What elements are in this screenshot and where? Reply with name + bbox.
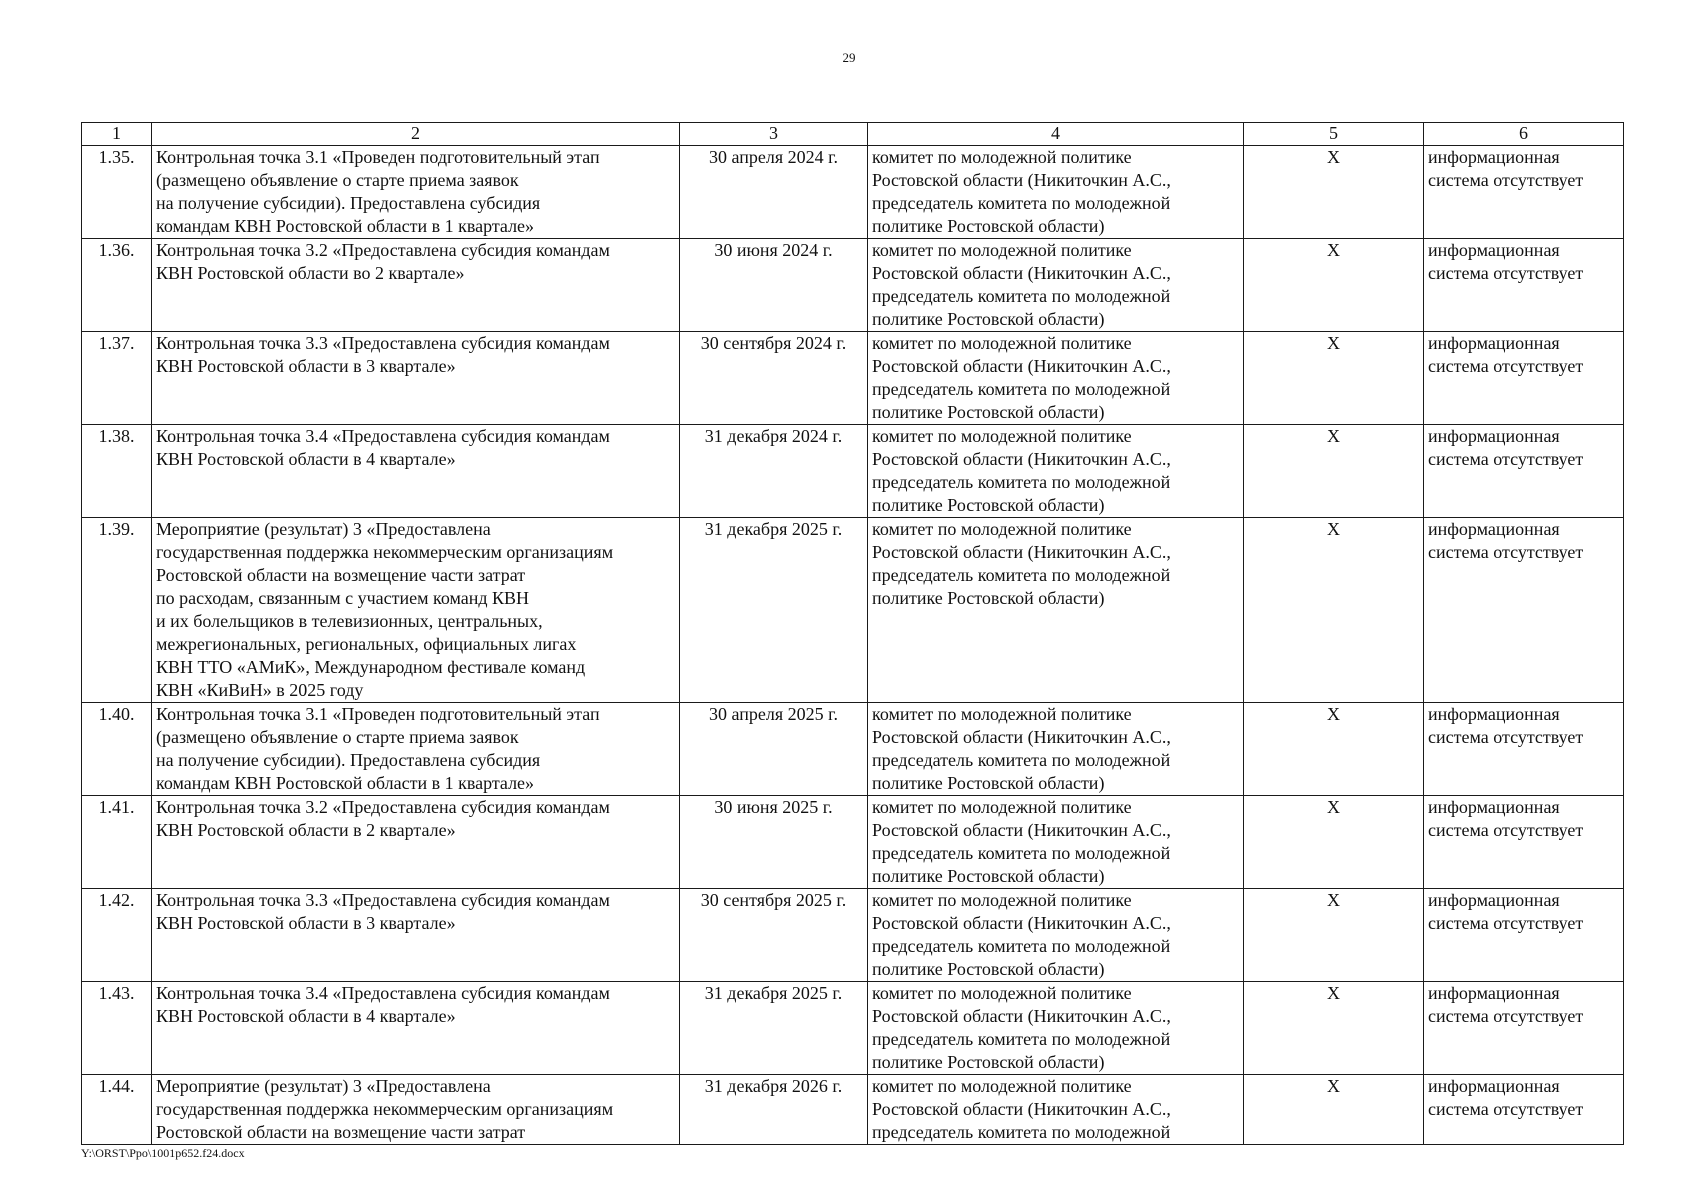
cell-row-number: 1.38. bbox=[82, 425, 152, 518]
cell-row-number: 1.39. bbox=[82, 518, 152, 703]
table-body bbox=[82, 146, 1624, 1145]
cell-deadline-date: 31 декабря 2026 г. bbox=[680, 1075, 868, 1145]
cell-responsible: комитет по молодежной политике Ростовской области (Никиточкин А.С., председатель комитета по молодежной политике Ростовской области) bbox=[868, 982, 1244, 1075]
cell-item-name: Контрольная точка 3.4 «Предоставлена субсидия командам КВН Ростовской области в 4 квартале» bbox=[152, 425, 680, 518]
cell-information-system: информационная система отсутствует bbox=[1424, 518, 1624, 703]
cell-document-type: X bbox=[1244, 889, 1424, 982]
table-row bbox=[82, 703, 1624, 796]
cell-information-system: информационная система отсутствует bbox=[1424, 1075, 1624, 1145]
cell-deadline-date: 31 декабря 2025 г. bbox=[680, 982, 868, 1075]
cell-information-system: информационная система отсутствует bbox=[1424, 796, 1624, 889]
schedule-table bbox=[81, 122, 1624, 1145]
cell-deadline-date: 31 декабря 2025 г. bbox=[680, 518, 868, 703]
table-row bbox=[82, 425, 1624, 518]
cell-responsible: комитет по молодежной политике Ростовской области (Никиточкин А.С., председатель комитета по молодежной политике Ростовской области) bbox=[868, 332, 1244, 425]
cell-item-name: Мероприятие (результат) 3 «Предоставлена государственная поддержка некоммерческим организациям Ростовской области на возмещение части затрат по расходам, связанным с участием команд КВН и их болельщиков в телевизионных, центральных, межрегиональных, региональных, официальных лигах КВН ТТО «АМиК», Международном фестивале команд КВН «КиВиН» в 2025 году bbox=[152, 518, 680, 703]
cell-information-system: информационная система отсутствует bbox=[1424, 425, 1624, 518]
table-row bbox=[82, 518, 1624, 703]
column-header-4: 4 bbox=[868, 123, 1244, 146]
table-row bbox=[82, 239, 1624, 332]
cell-information-system: информационная система отсутствует bbox=[1424, 146, 1624, 239]
cell-responsible: комитет по молодежной политике Ростовской области (Никиточкин А.С., председатель комитета по молодежной политике Ростовской области) bbox=[868, 425, 1244, 518]
cell-document-type: X bbox=[1244, 239, 1424, 332]
cell-document-type: X bbox=[1244, 703, 1424, 796]
cell-item-name: Мероприятие (результат) 3 «Предоставлена государственная поддержка некоммерческим организациям Ростовской области на возмещение части затрат bbox=[152, 1075, 680, 1145]
cell-document-type: X bbox=[1244, 518, 1424, 703]
cell-row-number: 1.44. bbox=[82, 1075, 152, 1145]
cell-information-system: информационная система отсутствует bbox=[1424, 239, 1624, 332]
cell-deadline-date: 30 сентября 2025 г. bbox=[680, 889, 868, 982]
cell-item-name: Контрольная точка 3.1 «Проведен подготовительный этап (размещено объявление о старте приема заявок на получение субсидии). Предоставлена субсидия командам КВН Ростовской области в 1 квартале» bbox=[152, 703, 680, 796]
table-header-row bbox=[82, 123, 1624, 146]
column-header-2: 2 bbox=[152, 123, 680, 146]
cell-document-type: X bbox=[1244, 146, 1424, 239]
cell-deadline-date: 30 апреля 2025 г. bbox=[680, 703, 868, 796]
cell-row-number: 1.42. bbox=[82, 889, 152, 982]
column-header-5: 5 bbox=[1244, 123, 1424, 146]
table-row bbox=[82, 982, 1624, 1075]
cell-responsible: комитет по молодежной политике Ростовской области (Никиточкин А.С., председатель комитета по молодежной политике Ростовской области) bbox=[868, 239, 1244, 332]
cell-row-number: 1.35. bbox=[82, 146, 152, 239]
cell-deadline-date: 30 июня 2024 г. bbox=[680, 239, 868, 332]
table-row bbox=[82, 889, 1624, 982]
footer-file-path: Y:\ORST\Ppo\1001p652.f24.docx bbox=[81, 1146, 245, 1160]
cell-deadline-date: 30 апреля 2024 г. bbox=[680, 146, 868, 239]
cell-deadline-date: 31 декабря 2024 г. bbox=[680, 425, 868, 518]
cell-responsible: комитет по молодежной политике Ростовской области (Никиточкин А.С., председатель комитета по молодежной политике Ростовской области) bbox=[868, 889, 1244, 982]
cell-row-number: 1.36. bbox=[82, 239, 152, 332]
cell-row-number: 1.40. bbox=[82, 703, 152, 796]
cell-deadline-date: 30 сентября 2024 г. bbox=[680, 332, 868, 425]
column-header-1: 1 bbox=[82, 123, 152, 146]
table-row bbox=[82, 796, 1624, 889]
table-row bbox=[82, 332, 1624, 425]
cell-item-name: Контрольная точка 3.2 «Предоставлена субсидия командам КВН Ростовской области во 2 квартале» bbox=[152, 239, 680, 332]
cell-information-system: информационная система отсутствует bbox=[1424, 332, 1624, 425]
table-row bbox=[82, 1075, 1624, 1145]
cell-item-name: Контрольная точка 3.3 «Предоставлена субсидия командам КВН Ростовской области в 3 квартале» bbox=[152, 889, 680, 982]
table-row bbox=[82, 146, 1624, 239]
page-number: 29 bbox=[842, 50, 856, 65]
cell-item-name: Контрольная точка 3.4 «Предоставлена субсидия командам КВН Ростовской области в 4 квартале» bbox=[152, 982, 680, 1075]
cell-responsible: комитет по молодежной политике Ростовской области (Никиточкин А.С., председатель комитета по молодежной политике Ростовской области) bbox=[868, 146, 1244, 239]
cell-item-name: Контрольная точка 3.2 «Предоставлена субсидия командам КВН Ростовской области в 2 квартале» bbox=[152, 796, 680, 889]
cell-row-number: 1.43. bbox=[82, 982, 152, 1075]
cell-item-name: Контрольная точка 3.1 «Проведен подготовительный этап (размещено объявление о старте приема заявок на получение субсидии). Предоставлена субсидия командам КВН Ростовской области в 1 квартале» bbox=[152, 146, 680, 239]
cell-information-system: информационная система отсутствует bbox=[1424, 889, 1624, 982]
column-header-3: 3 bbox=[680, 123, 868, 146]
cell-responsible: комитет по молодежной политике Ростовской области (Никиточкин А.С., председатель комитета по молодежной политике Ростовской области) bbox=[868, 703, 1244, 796]
cell-information-system: информационная система отсутствует bbox=[1424, 703, 1624, 796]
column-header-6: 6 bbox=[1424, 123, 1624, 146]
cell-document-type: X bbox=[1244, 1075, 1424, 1145]
cell-responsible: комитет по молодежной политике Ростовской области (Никиточкин А.С., председатель комитета по молодежной bbox=[868, 1075, 1244, 1145]
cell-responsible: комитет по молодежной политике Ростовской области (Никиточкин А.С., председатель комитета по молодежной политике Ростовской области) bbox=[868, 518, 1244, 703]
cell-document-type: X bbox=[1244, 982, 1424, 1075]
cell-information-system: информационная система отсутствует bbox=[1424, 982, 1624, 1075]
cell-document-type: X bbox=[1244, 332, 1424, 425]
cell-row-number: 1.41. bbox=[82, 796, 152, 889]
cell-row-number: 1.37. bbox=[82, 332, 152, 425]
cell-deadline-date: 30 июня 2025 г. bbox=[680, 796, 868, 889]
cell-document-type: X bbox=[1244, 796, 1424, 889]
cell-responsible: комитет по молодежной политике Ростовской области (Никиточкин А.С., председатель комитета по молодежной политике Ростовской области) bbox=[868, 796, 1244, 889]
cell-document-type: X bbox=[1244, 425, 1424, 518]
cell-item-name: Контрольная точка 3.3 «Предоставлена субсидия командам КВН Ростовской области в 3 квартале» bbox=[152, 332, 680, 425]
